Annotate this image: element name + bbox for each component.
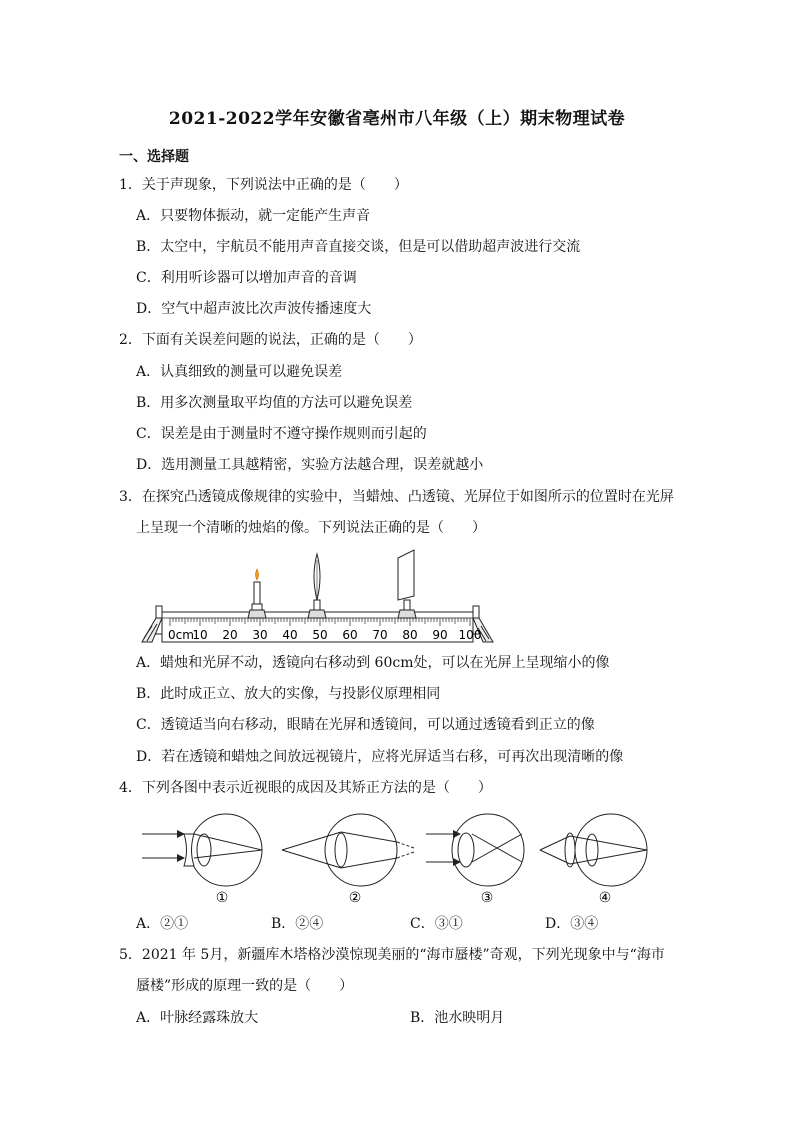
- question-5-stem-line-1: 5．2021 年 5月，新疆库木塔格沙漠惊现美丽的“海市蜃楼”奇观，下列光现象中与“海市: [119, 947, 665, 963]
- question-3-stem-line-2: 上呈现一个清晰的烛焰的像。下列说法正确的是（ ）: [136, 520, 486, 536]
- ruler-label: 60: [342, 628, 358, 642]
- eye-diagram-2: [282, 814, 414, 886]
- question-1-option-a: A．只要物体振动，就一定能产生声音: [136, 208, 371, 224]
- figure-label-4: ④: [598, 890, 612, 906]
- question-4-option-d: D．③④: [545, 916, 599, 932]
- ruler-label: 80: [402, 628, 418, 642]
- ruler-label: 30: [252, 628, 268, 642]
- eye-diagram-4: [540, 814, 647, 886]
- question-4-option-a: A．②①: [136, 916, 189, 932]
- question-2-option-a: A．认真细致的测量可以避免误差: [136, 364, 343, 380]
- ruler-label: 40: [282, 628, 298, 642]
- question-4-stem: 4．下列各图中表示近视眼的成因及其矫正方法的是（ ）: [119, 780, 492, 796]
- question-1-option-b: B．太空中，宇航员不能用声音直接交谈，但是可以借助超声波进行交流: [136, 239, 581, 255]
- question-3-option-c: C．透镜适当向右移动，眼睛在光屏和透镜间，可以通过透镜看到正立的像: [136, 717, 595, 733]
- eye-diagram-3: [426, 814, 524, 886]
- figure-label-2: ②: [348, 890, 362, 906]
- light-screen: [398, 550, 416, 618]
- ruler-label: 50: [312, 628, 328, 642]
- section-heading: 一、选择题: [119, 149, 189, 165]
- question-1-option-c: C．利用听诊器可以增加声音的音调: [136, 270, 357, 286]
- exam-title: 2021-2022学年安徽省亳州市八年级（上）期末物理试卷: [168, 109, 626, 129]
- question-3-option-a: A．蜡烛和光屏不动，透镜向右移动到 60cm处，可以在光屏上呈现缩小的像: [136, 655, 610, 671]
- ruler-label: 20: [222, 628, 238, 642]
- convex-lens: [308, 554, 326, 618]
- question-5-option-a: A．叶脉经露珠放大: [136, 1010, 259, 1026]
- question-4-option-c: C．③①: [410, 916, 463, 932]
- left-stand: [142, 606, 162, 642]
- question-4-option-b: B．②④: [271, 916, 324, 932]
- question-5-stem-line-2: 蜃楼”形成的原理一致的是（ ）: [136, 978, 354, 994]
- figure-label-1: ①: [215, 890, 229, 906]
- question-5-option-b: B．池水映明月: [410, 1010, 505, 1026]
- eye-diagram-1: [142, 814, 262, 886]
- ruler-label: 70: [372, 628, 388, 642]
- ruler-label: 0cm: [168, 628, 194, 642]
- question-2-option-b: B．用多次测量取平均值的方法可以避免误差: [136, 395, 413, 411]
- optical-bench-figure: [140, 548, 500, 646]
- question-3-stem-line-1: 3．在探究凸透镜成像规律的实验中，当蜡烛、凸透镜、光屏位于如图所示的位置时在光屏: [119, 489, 674, 505]
- ruler-label: 90: [432, 628, 448, 642]
- question-2-option-c: C．误差是由于测量时不遵守操作规则而引起的: [136, 426, 427, 442]
- eye-diagrams-figure: [136, 812, 666, 908]
- question-1-stem: 1．关于声现象，下列说法中正确的是（ ）: [119, 177, 408, 193]
- question-3-option-d: D．若在透镜和蜡烛之间放远视镜片，应将光屏适当右移，可再次出现清晰的像: [136, 749, 624, 765]
- question-3-option-b: B．此时成正立、放大的实像，与投影仪原理相同: [136, 686, 441, 702]
- question-2-option-d: D．选用测量工具越精密，实验方法越合理，误差就越小: [136, 457, 484, 473]
- figure-label-3: ③: [480, 890, 494, 906]
- ruler-label: 10: [192, 628, 208, 642]
- ruler-label: 100: [458, 628, 482, 642]
- candle: [248, 569, 266, 618]
- question-1-option-d: D．空气中超声波比次声波传播速度大: [136, 301, 372, 317]
- question-2-stem: 2．下面有关误差问题的说法，正确的是（ ）: [119, 332, 422, 348]
